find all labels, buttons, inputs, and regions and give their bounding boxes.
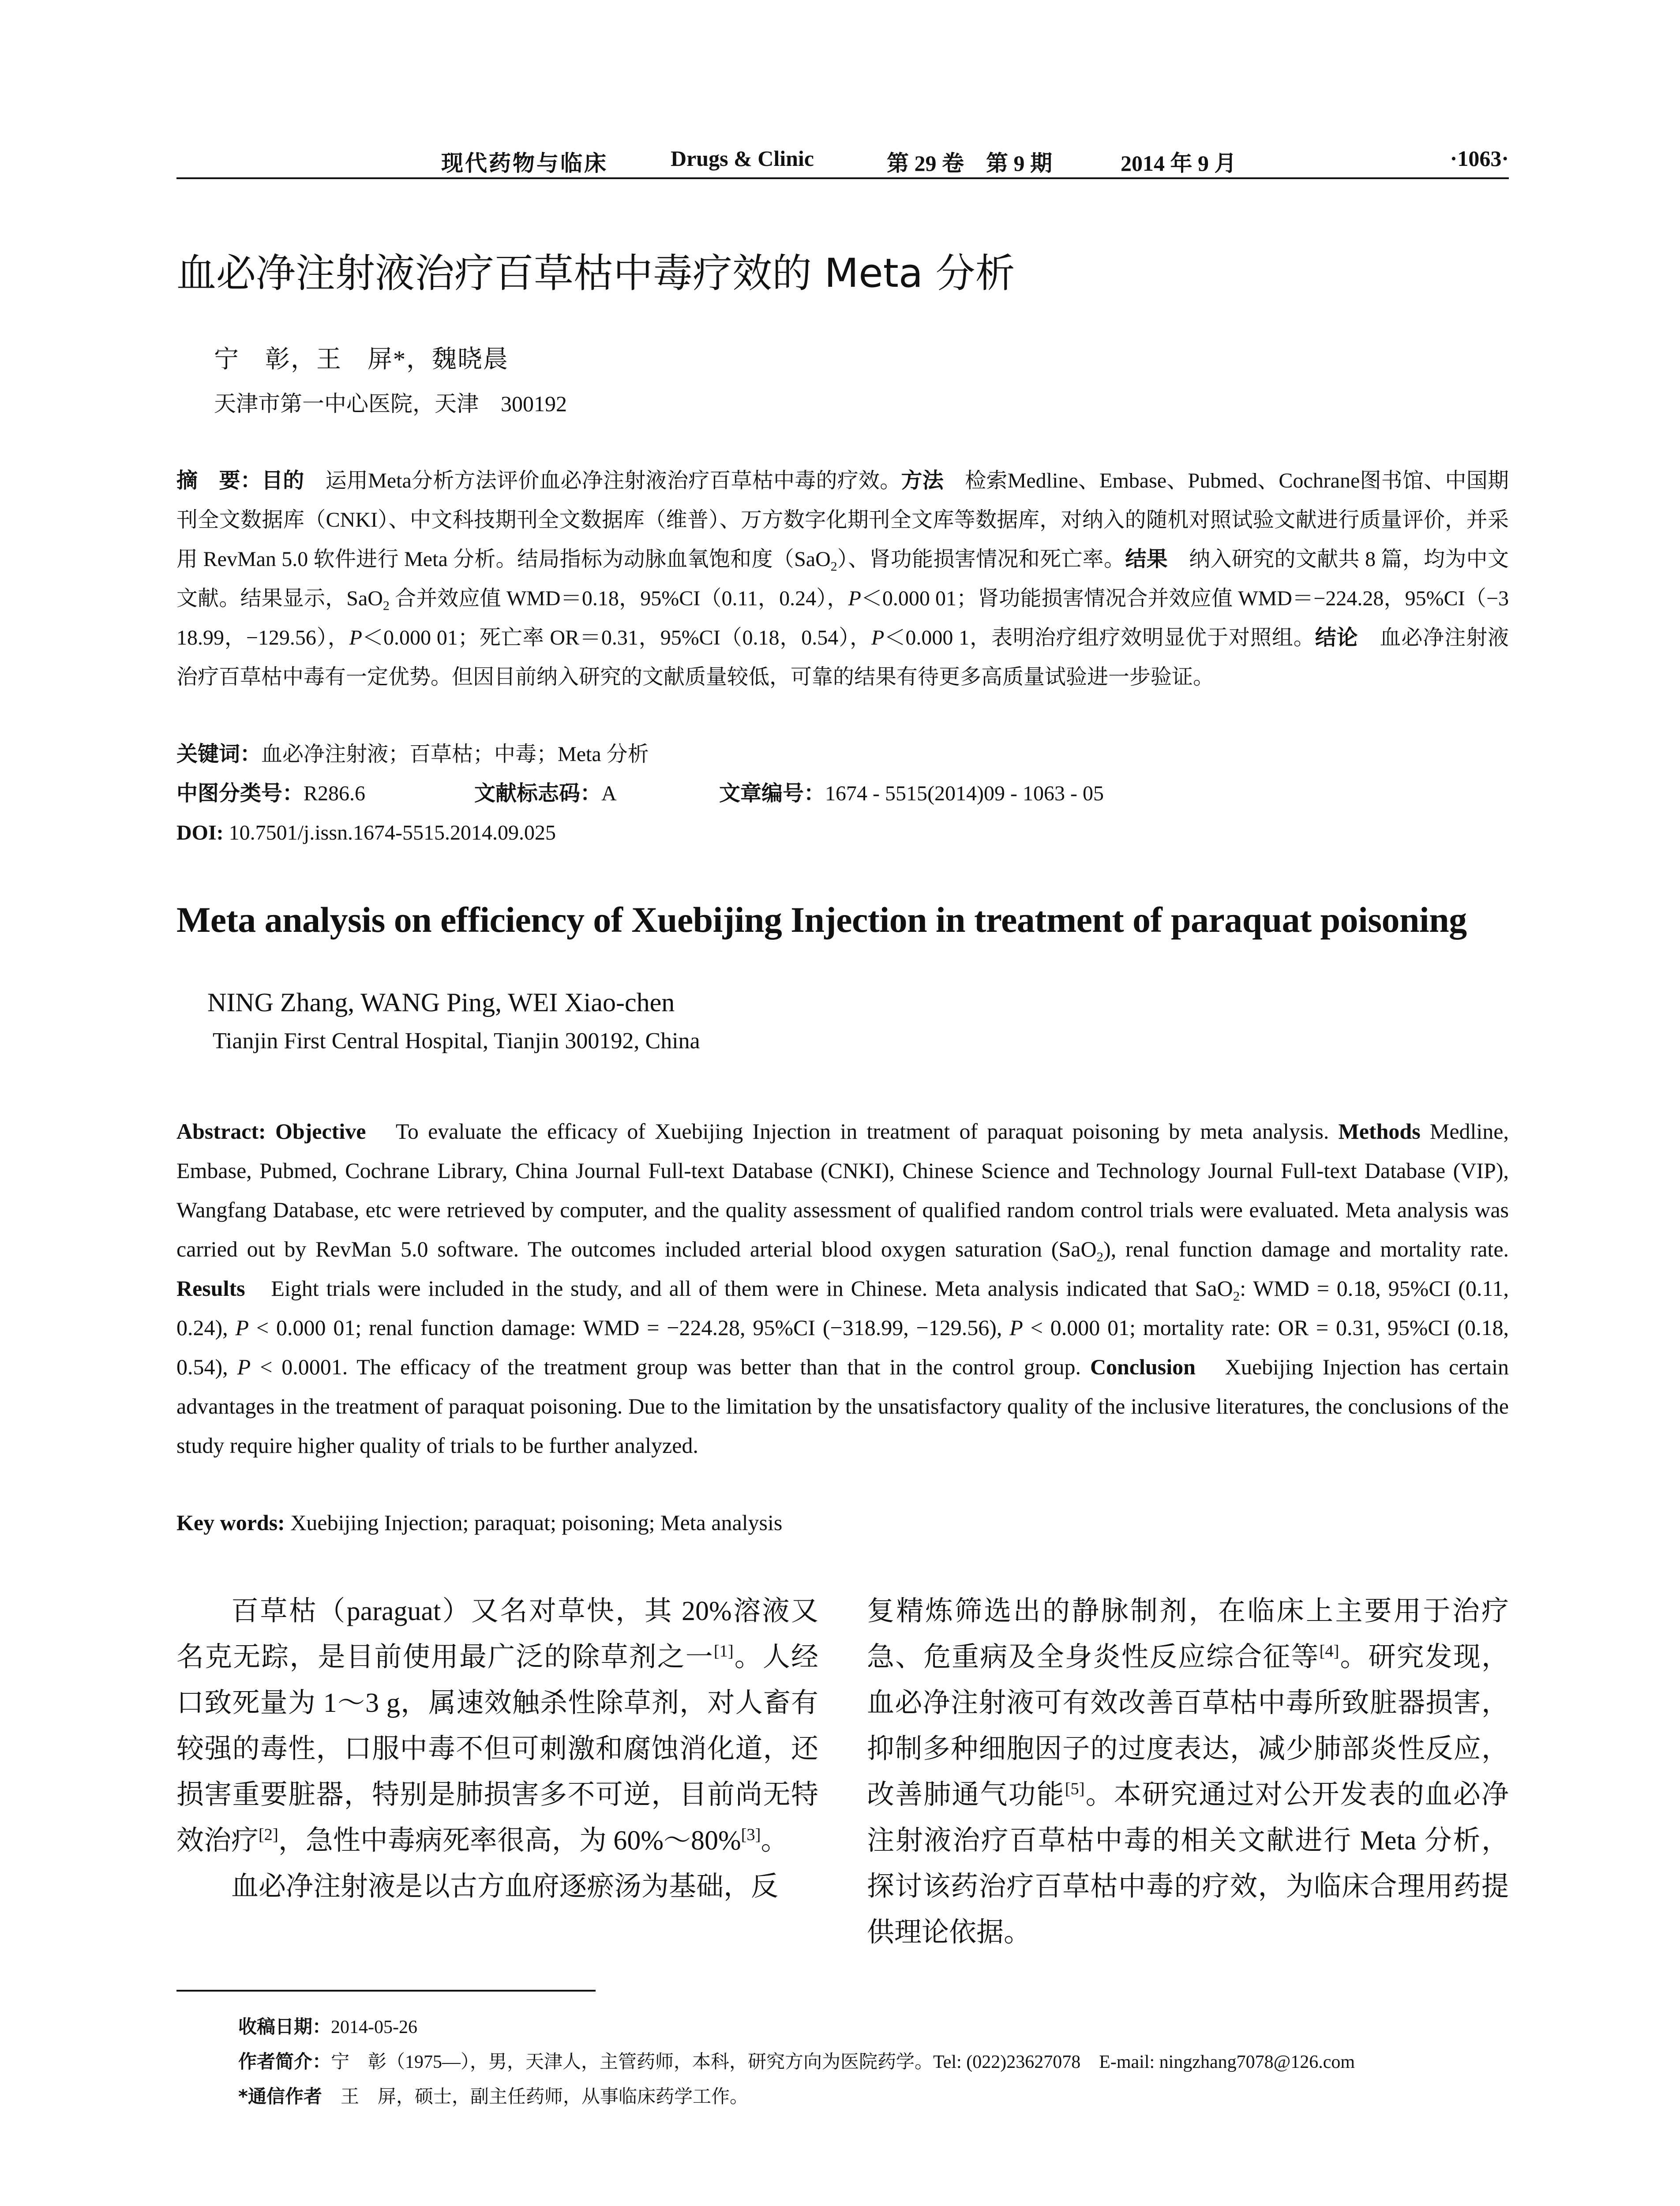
body-left-column [176,1588,818,1910]
header-rule [176,177,1509,179]
en-conclusion-label: Conclusion [1090,1354,1196,1379]
cn-results-text: 纳入研究的文献共 8 篇，均为中文文献。结果显示，SaO [176,548,1509,610]
en-abstract-label: Abstract: [176,1119,266,1144]
ref-5[interactable]: [5] [1065,1779,1085,1798]
received-date: 2014-05-26 [331,2017,417,2037]
issue-date: 2014 年 9 月 [1121,151,1237,176]
cn-results-label: 结果 [1125,547,1168,571]
body-p1-a: 百草枯（paraguat）又名对草快，其 20%溶液又名克无踪，是目前使用最广泛的除草剂之一 [176,1596,818,1672]
en-conclusion-text: Xuebijing Injection has certain advantages in the treatment of paraquat poisoning. Due to the limitation by the unsatisfactory quality of the inclusive literatures, the conclusions of the study require higher quality of trials to be further analyzed. [176,1354,1509,1458]
cn-results-text-3: ＜0.000 01；肾功能损害情况合并效应值 WMD＝−224.28，95%CI（−318.99，−129.56）， [176,587,1509,649]
body-right-column [867,1588,1509,1955]
cn-p-label-2: P [349,626,362,649]
en-methods-text-2: ), renal function damage and mortality rate. [1103,1237,1509,1261]
journal-name-cn: 现代药物与临床 [441,150,608,176]
cn-abstract [176,461,1509,697]
cn-objective-text: 运用Meta分析方法评价血必净注射液治疗百草枯中毒的疗效。 [304,469,901,492]
en-results-label: Results [176,1276,245,1301]
cn-article-no-label: 文章编号： [719,781,825,806]
en-results-text: Eight trials were included in the study, and all of them were in Chinese. Meta analysis indicated that SaO [245,1276,1233,1301]
footnote-received [238,2010,1518,2045]
cn-doi-row [176,813,1509,852]
cn-keywords-label: 关键词： [176,742,262,766]
en-keywords-row [176,1503,1509,1542]
cn-results-text-2: 合并效应值 WMD＝0.18，95%CI（0.11，0.24）， [389,587,848,610]
body-p2-c: 。本研究通过对公开发表的血必净注射液治疗百草枯中毒的相关文献进行 Meta 分析，探讨该药治疗百草枯中毒的疗效，为临床合理用药提供理论依据。 [867,1780,1509,1947]
cn-results-text-5: ＜0.000 1，表明治疗组疗效明显优于对照组。 [884,626,1315,649]
cn-doi-label: DOI: [176,821,224,844]
cn-keywords-row [176,735,1509,774]
cn-doc-code [474,774,617,813]
cn-classification-row [176,774,1509,813]
received-label: 收稿日期： [238,2016,331,2037]
en-keywords: Xuebijing Injection; paraquat; poisoning; Meta analysis [285,1510,783,1535]
ref-1[interactable]: [1] [713,1642,734,1661]
en-results-text-4: < 0.000 01; mortality rate: OR = 0.31, 95%CI (0.18, 0.54), [176,1315,1509,1379]
body-paragraph-1 [176,1588,818,1864]
en-p-label-1: P [235,1315,249,1340]
en-affiliation: Tianjin First Central Hospital, Tianjin 300192, China [213,1028,700,1054]
en-objective-label: Objective [275,1119,366,1144]
ref-3[interactable]: [3] [741,1825,761,1844]
en-title: Meta analysis on efficiency of Xuebijing Injection in treatment of paraquat poisoning [176,900,1467,940]
en-results-text-2: : WMD = 0.18, 95%CI (0.11, 0.24), [176,1276,1509,1340]
bio-label: 作者简介： [238,2051,331,2072]
body-p2-tail-a: 复精炼筛选出的静脉制剂，在临床上主要用于治疗急、危重病及全身炎性反应综合征等 [867,1596,1509,1672]
en-results-text-3: < 0.000 01; renal function damage: WMD = −224.28, 95%CI (−318.99, −129.56), [249,1315,1010,1340]
cn-clc [176,774,365,813]
body-paragraph-2-cont [867,1588,1509,1955]
body-p1-b: 。人经口致死量为 1～3 g，属速效触杀性除草剂，对人畜有较强的毒性，口服中毒不但可刺激和腐蚀消化道，还损害重要脏器，特别是肺损害多不可逆，目前尚无特效治疗 [176,1642,818,1856]
body-p1-c: ，急性中毒病死率很高，为 60%～80% [278,1826,741,1856]
cn-doi-value: 10.7501/j.issn.1674-5515.2014.09.025 [223,821,556,844]
cn-p-label-1: P [848,587,861,610]
en-results-sub: 2 [1233,1288,1240,1304]
page-number: ·1063· [1450,146,1509,171]
en-keywords-label: Key words: [176,1510,285,1535]
corr-text: 王 屏，硕士，副主任药师，从事临床药学工作。 [322,2087,748,2107]
corr-label: *通信作者 [238,2086,322,2107]
footnote-corresponding [238,2079,1518,2114]
cn-authors: 宁 彰，王 屏*，魏晓晨 [214,346,509,373]
cn-methods-text-2: ）、肾功能损害情况和死亡率。 [837,548,1125,571]
en-results-text-5: < 0.0001. The efficacy of the treatment group was better than that in the control group. [251,1354,1090,1379]
cn-p-label-3: P [871,626,885,649]
bio-text: 宁 彰（1975—），男，天津人，主管药师，本科，研究方向为医院药学。Tel: (022)23627078 E-mail: ningzhang7078@126.com [331,2052,1355,2072]
cn-conclusion-label: 结论 [1315,625,1358,650]
body-paragraph-2-start [176,1864,818,1910]
cn-methods-text: 检索Medline、Embase、Pubmed、Cochrane图书馆、中国期刊全文数据库（CNKI）、中文科技期刊全文数据库（维普）、万方数字化期刊全文库等数据库，对纳入的随机对照试验文献进行质量评价，并采用 RevMan 5.0 软件进行 Meta 分析。结局指标为动脉血氧饱和度（SaO [176,469,1509,571]
en-methods-label: Methods [1338,1119,1421,1144]
cn-keywords: 血必净注射液；百草枯；中毒；Meta 分析 [261,743,649,766]
body-p2-head: 血必净注射液是以古方血府逐瘀汤为基础，反 [231,1872,779,1902]
footnote-bio [238,2045,1518,2079]
body-p1-d: 。 [761,1826,788,1856]
ref-4[interactable]: [4] [1319,1642,1339,1661]
cn-results-sub: 2 [382,598,390,613]
en-authors: NING Zhang, WANG Ping, WEI Xiao-chen [207,988,675,1017]
cn-clc-value: R286.6 [304,782,366,805]
running-header [176,142,1509,177]
en-p-label-2: P [1009,1315,1023,1340]
en-p-label-3: P [237,1354,251,1379]
cn-doc-code-label: 文献标志码： [474,781,602,806]
cn-abstract-label: 摘 要： [176,468,262,493]
journal-name-en: Drugs & Clinic [671,146,814,171]
volume-issue: 第 29 卷 第 9 期 [887,151,1052,176]
cn-results-text-4: ＜0.000 01；死亡率 OR＝0.31，95%CI（0.18，0.54）， [362,626,872,649]
cn-methods-sub: 2 [830,559,837,574]
cn-doc-code-value: A [601,782,617,805]
en-methods-sub: 2 [1096,1249,1104,1264]
cn-methods-label: 方法 [901,468,944,493]
cn-conclusion-text: 血必净注射液治疗百草枯中毒有一定优势。但因目前纳入研究的文献质量较低，可靠的结果有待更多高质量试验进一步验证。 [176,626,1509,689]
footnote-rule [176,1990,596,1992]
en-abstract [176,1112,1509,1465]
cn-article-no-value: 1674 - 5515(2014)09 - 1063 - 05 [825,782,1104,805]
en-objective-text: To evaluate the efficacy of Xuebijing Injection in treatment of paraquat poisoning by meta analysis. [366,1119,1339,1144]
body-p2-b: 。研究发现，血必净注射液可有效改善百草枯中毒所致脏器损害，抑制多种细胞因子的过度表达，减少肺部炎性反应，改善肺通气功能 [867,1642,1509,1810]
en-methods-text: Medline, Embase, Pubmed, Cochrane Library, China Journal Full-text Database (CNKI), Chinese Science and Technology Journal Full-text Database (VIP), Wangfang Database, etc were retrieved by computer, and the quality assessment of qualified random control trials were evaluated. Meta analysis was carried out by RevMan 5.0 software. The outcomes included arterial blood oxygen saturation (SaO [176,1119,1509,1261]
cn-title: 血必净注射液治疗百草枯中毒疗效的 Meta 分析 [176,250,1015,296]
cn-article-no [719,774,1104,813]
cn-meta [176,735,1509,852]
ref-2[interactable]: [2] [259,1825,278,1844]
cn-objective-label: 目的 [261,468,304,493]
footnotes [238,2010,1518,2114]
cn-affiliation: 天津市第一中心医院，天津 300192 [214,391,567,416]
cn-clc-label: 中图分类号： [176,781,304,806]
